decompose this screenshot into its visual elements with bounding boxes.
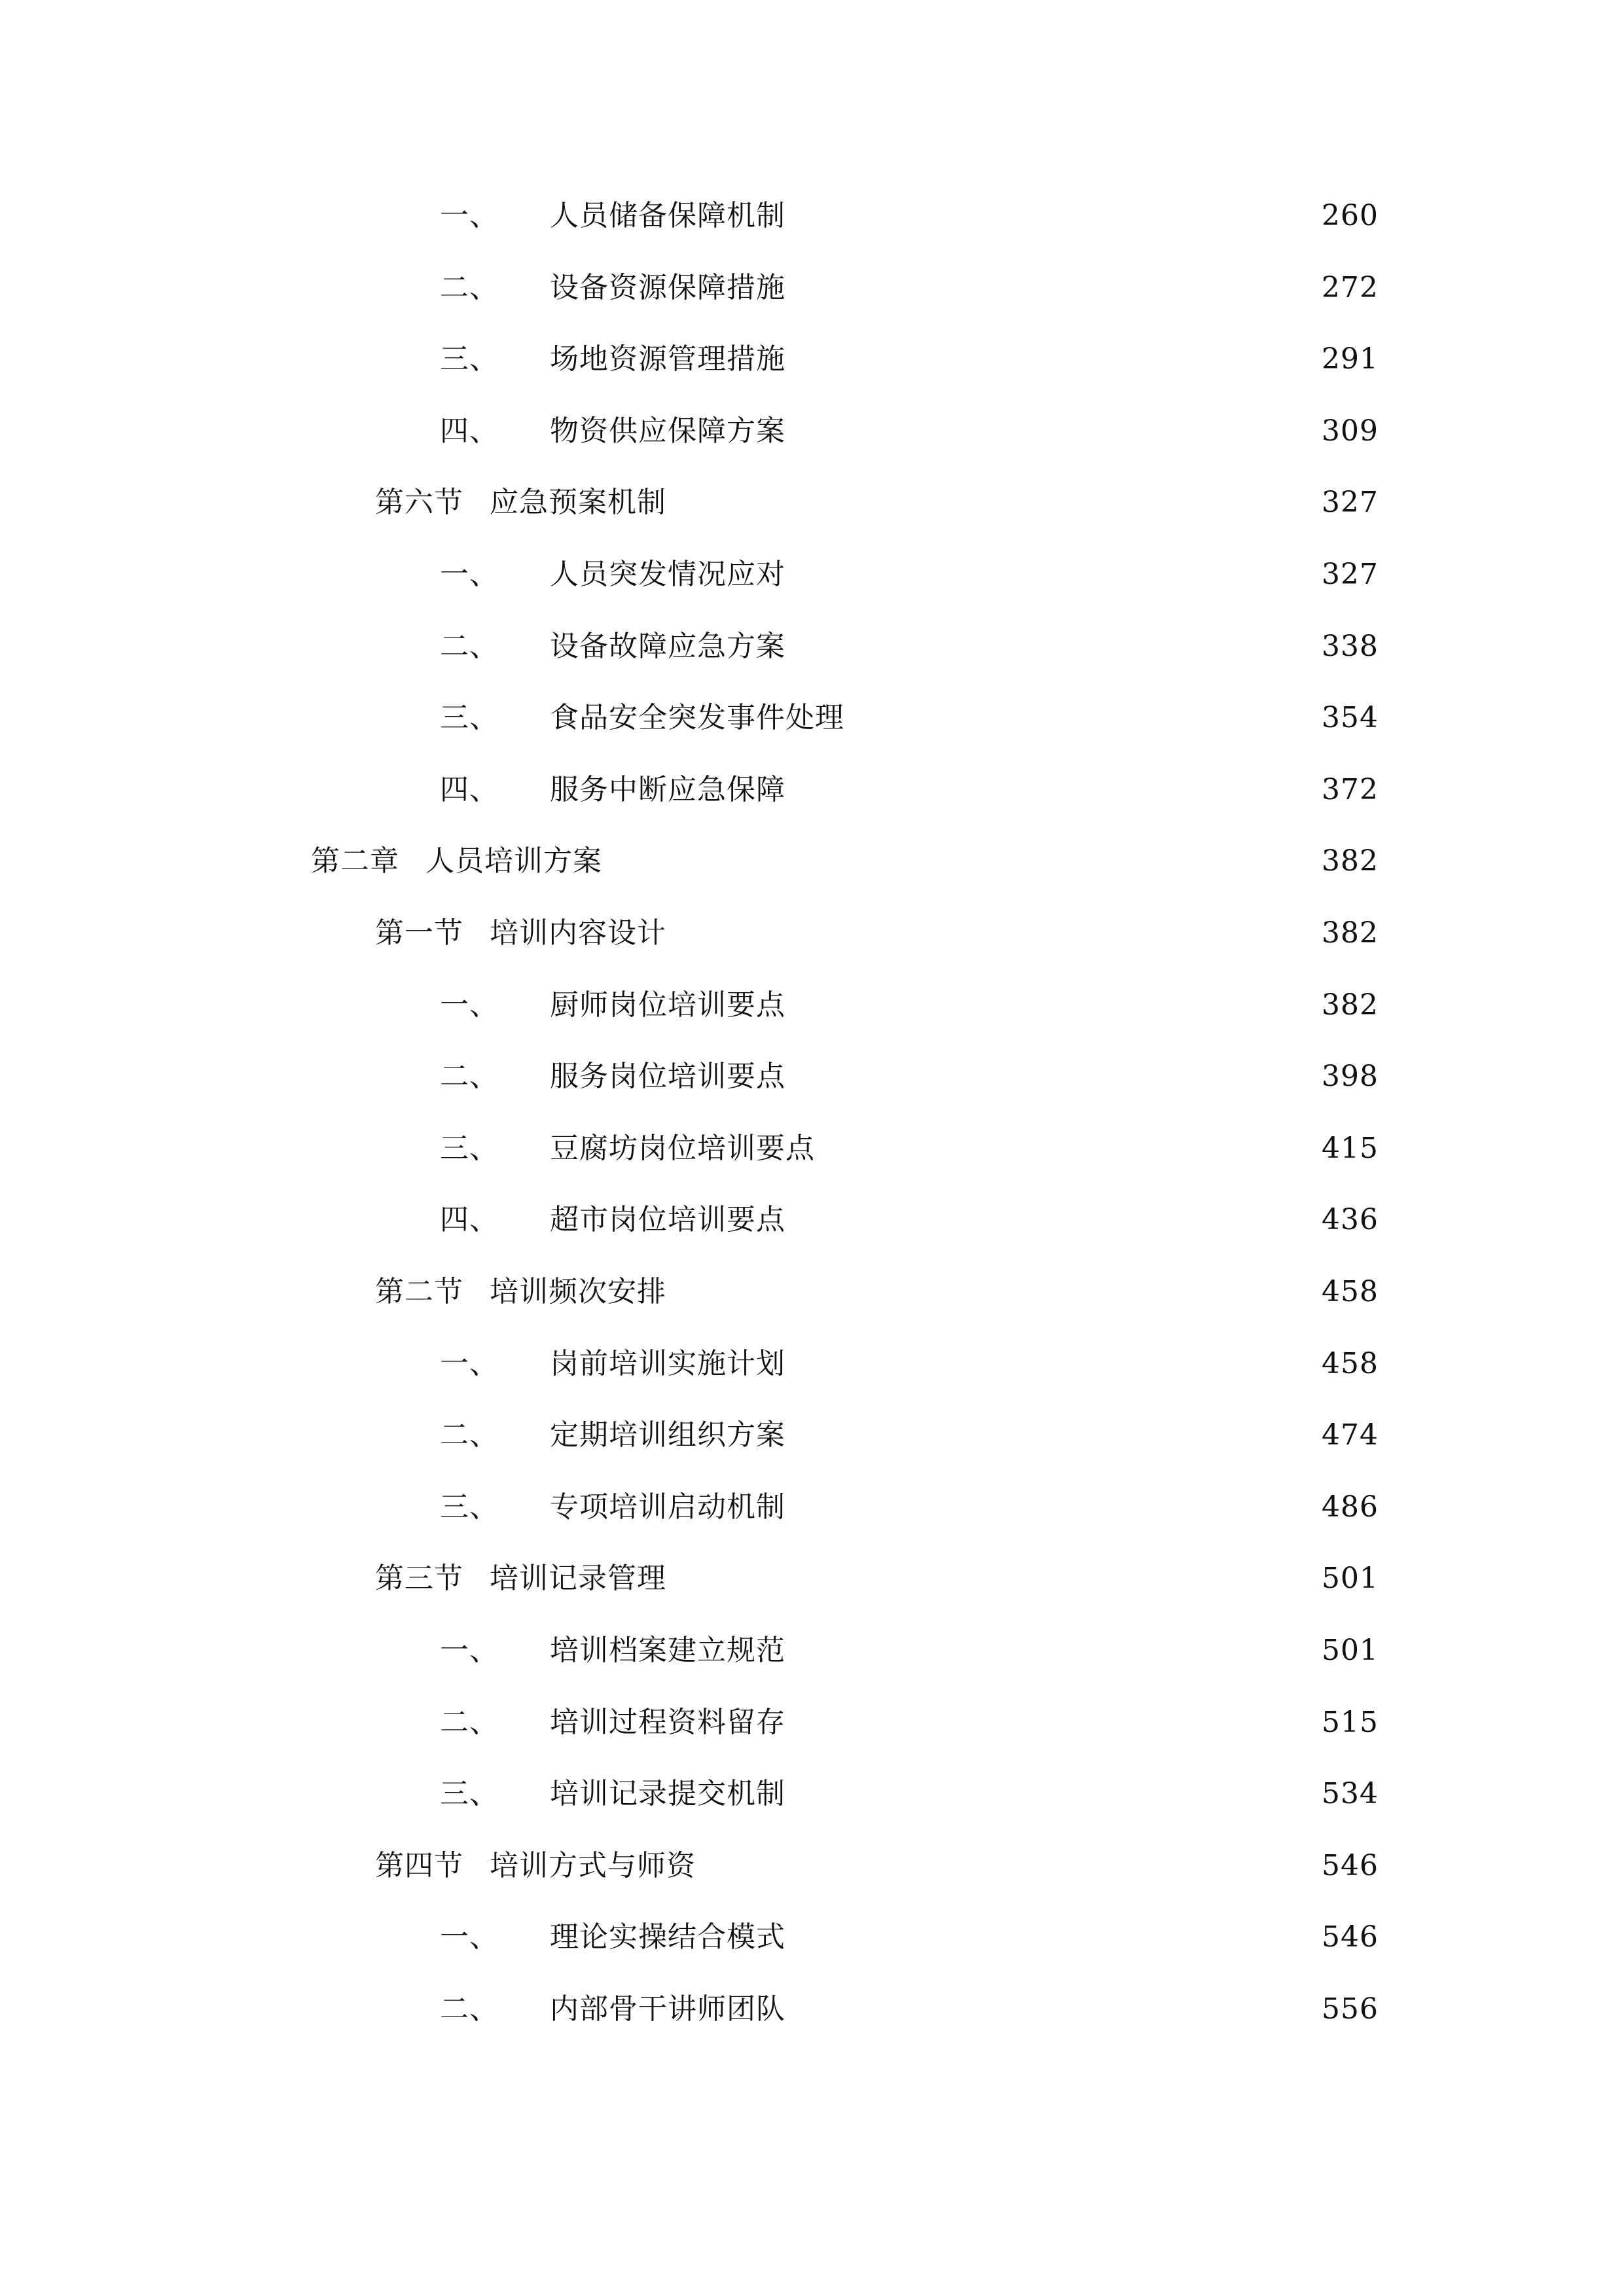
toc-page-number: 458 bbox=[1322, 1275, 1379, 1308]
toc-entry-title: 培训方式与师资 bbox=[490, 1849, 696, 1882]
toc-entry[interactable] bbox=[0, 190, 1624, 242]
toc-entry-text bbox=[440, 1194, 785, 1246]
toc-entry-text bbox=[440, 333, 785, 386]
toc-dot-leader bbox=[801, 1911, 1316, 1964]
toc-entry-number: 二、 bbox=[440, 630, 499, 663]
toc-entry[interactable] bbox=[0, 835, 1624, 888]
toc-entry[interactable] bbox=[0, 1266, 1624, 1318]
toc-entry-text bbox=[440, 1409, 785, 1462]
toc-entry-text bbox=[440, 190, 785, 242]
toc-page-number: 534 bbox=[1322, 1777, 1379, 1810]
toc-page-number: 474 bbox=[1322, 1418, 1379, 1452]
toc-entry-title: 人员培训方案 bbox=[425, 844, 602, 878]
toc-entry[interactable] bbox=[0, 405, 1624, 457]
toc-entry[interactable] bbox=[0, 979, 1624, 1031]
toc-entry-text bbox=[440, 1696, 785, 1749]
toc-dot-leader bbox=[801, 548, 1316, 601]
toc-entry-number: 三、 bbox=[440, 1777, 499, 1810]
toc-entry-text bbox=[440, 1481, 785, 1534]
toc-entry[interactable] bbox=[0, 1840, 1624, 1892]
toc-entry[interactable] bbox=[0, 1481, 1624, 1534]
toc-entry-title: 物资供应保障方案 bbox=[550, 414, 785, 448]
toc-dot-leader bbox=[681, 1552, 1316, 1605]
toc-entry-text bbox=[440, 405, 785, 457]
toc-entry[interactable] bbox=[0, 1624, 1624, 1677]
toc-dot-leader bbox=[801, 1768, 1316, 1820]
toc-page-number: 382 bbox=[1322, 844, 1379, 878]
toc-page-number: 458 bbox=[1322, 1347, 1379, 1380]
toc-entry-title: 设备故障应急方案 bbox=[550, 630, 785, 663]
toc-entry-number: 二、 bbox=[440, 271, 499, 304]
toc-entry-text bbox=[440, 620, 785, 673]
toc-entry-number: 第三节 bbox=[375, 1562, 463, 1595]
toc-dot-leader bbox=[801, 1409, 1316, 1462]
toc-dot-leader bbox=[617, 835, 1316, 888]
toc-dot-leader bbox=[801, 1050, 1316, 1103]
toc-page-number: 260 bbox=[1322, 199, 1379, 232]
toc-dot-leader bbox=[801, 1624, 1316, 1677]
toc-entry-title: 理论实操结合模式 bbox=[550, 1920, 785, 1954]
toc-page-number: 327 bbox=[1322, 558, 1379, 591]
toc-entry-number: 四、 bbox=[440, 1203, 499, 1236]
toc-dot-leader bbox=[801, 190, 1316, 242]
toc-page-number: 291 bbox=[1322, 342, 1379, 376]
toc-dot-leader bbox=[801, 1481, 1316, 1534]
toc-entry[interactable] bbox=[0, 764, 1624, 816]
toc-entry-title: 设备资源保障措施 bbox=[550, 271, 785, 304]
toc-entry-number: 第六节 bbox=[375, 486, 463, 519]
toc-dot-leader bbox=[831, 1122, 1316, 1175]
toc-entry-number: 一、 bbox=[440, 1920, 499, 1954]
toc-entry-text bbox=[440, 548, 785, 601]
toc-page-number: 382 bbox=[1322, 916, 1379, 950]
toc-dot-leader bbox=[861, 692, 1316, 744]
toc-entry[interactable] bbox=[0, 1552, 1624, 1605]
toc-entry-title: 服务岗位培训要点 bbox=[550, 1060, 785, 1093]
toc-dot-leader bbox=[801, 764, 1316, 816]
toc-dot-leader bbox=[712, 1840, 1316, 1892]
toc-entry-title: 培训档案建立规范 bbox=[550, 1634, 785, 1667]
toc-entry-number: 三、 bbox=[440, 701, 499, 734]
toc-entry[interactable] bbox=[0, 1911, 1624, 1964]
toc-entry-text bbox=[440, 764, 785, 816]
table-of-contents bbox=[0, 190, 1624, 2068]
toc-entry-text bbox=[440, 692, 844, 744]
toc-entry-text bbox=[440, 1768, 785, 1820]
toc-entry-title: 超市岗位培训要点 bbox=[550, 1203, 785, 1236]
toc-entry-text bbox=[440, 1122, 815, 1175]
toc-dot-leader bbox=[801, 405, 1316, 457]
toc-dot-leader bbox=[801, 333, 1316, 386]
toc-entry-number: 第二节 bbox=[375, 1275, 463, 1308]
toc-entry-text bbox=[375, 907, 666, 960]
toc-entry-title: 培训频次安排 bbox=[490, 1275, 666, 1308]
toc-entry-title: 培训过程资料留存 bbox=[550, 1706, 785, 1739]
toc-entry-number: 三、 bbox=[440, 342, 499, 376]
toc-entry[interactable] bbox=[0, 692, 1624, 744]
toc-entry-text bbox=[311, 835, 602, 888]
toc-entry[interactable] bbox=[0, 1768, 1624, 1820]
toc-entry-number: 一、 bbox=[440, 199, 499, 232]
toc-entry-title: 人员突发情况应对 bbox=[550, 558, 785, 591]
toc-page-number: 556 bbox=[1322, 1992, 1379, 2026]
toc-dot-leader bbox=[801, 620, 1316, 673]
toc-entry-text bbox=[440, 262, 785, 314]
toc-entry-number: 一、 bbox=[440, 988, 499, 1022]
toc-page-number: 501 bbox=[1322, 1634, 1379, 1667]
toc-entry-number: 四、 bbox=[440, 414, 499, 448]
toc-page-number: 398 bbox=[1322, 1060, 1379, 1093]
toc-entry-text bbox=[440, 1338, 785, 1390]
toc-page-number: 515 bbox=[1322, 1706, 1379, 1739]
toc-entry-number: 一、 bbox=[440, 1634, 499, 1667]
toc-entry-text bbox=[375, 1266, 666, 1318]
toc-page-number: 309 bbox=[1322, 414, 1379, 448]
toc-entry[interactable] bbox=[0, 1983, 1624, 2036]
toc-page-number: 546 bbox=[1322, 1920, 1379, 1954]
toc-entry-number: 二、 bbox=[440, 1992, 499, 2026]
toc-entry-text bbox=[440, 979, 785, 1031]
toc-entry-title: 培训记录提交机制 bbox=[550, 1777, 785, 1810]
toc-dot-leader bbox=[801, 1696, 1316, 1749]
toc-entry-title: 豆腐坊岗位培训要点 bbox=[550, 1132, 815, 1165]
toc-entry-text bbox=[440, 1624, 785, 1677]
toc-entry-title: 服务中断应急保障 bbox=[550, 773, 785, 806]
toc-page-number: 415 bbox=[1322, 1132, 1379, 1165]
toc-dot-leader bbox=[681, 907, 1316, 960]
toc-entry[interactable] bbox=[0, 476, 1624, 529]
toc-page-number: 272 bbox=[1322, 271, 1379, 304]
toc-page-number: 338 bbox=[1322, 630, 1379, 663]
toc-entry[interactable] bbox=[0, 1338, 1624, 1390]
toc-entry-number: 第四节 bbox=[375, 1849, 463, 1882]
toc-page-number: 546 bbox=[1322, 1849, 1379, 1882]
toc-entry[interactable] bbox=[0, 548, 1624, 601]
toc-entry-number: 一、 bbox=[440, 558, 499, 591]
toc-entry-title: 专项培训启动机制 bbox=[550, 1490, 785, 1524]
toc-entry-text bbox=[375, 1552, 666, 1605]
toc-entry-title: 人员储备保障机制 bbox=[550, 199, 785, 232]
toc-entry-text bbox=[375, 1840, 696, 1892]
toc-entry-number: 第一节 bbox=[375, 916, 463, 950]
toc-entry-number: 一、 bbox=[440, 1347, 499, 1380]
toc-dot-leader bbox=[801, 1983, 1316, 2036]
toc-entry[interactable] bbox=[0, 1050, 1624, 1103]
toc-dot-leader bbox=[681, 476, 1316, 529]
toc-entry-number: 二、 bbox=[440, 1418, 499, 1452]
toc-entry[interactable] bbox=[0, 262, 1624, 314]
toc-dot-leader bbox=[801, 262, 1316, 314]
toc-entry-title: 场地资源管理措施 bbox=[550, 342, 785, 376]
toc-entry-number: 三、 bbox=[440, 1132, 499, 1165]
toc-dot-leader bbox=[801, 1194, 1316, 1246]
toc-page-number: 354 bbox=[1322, 701, 1379, 734]
toc-page-number: 486 bbox=[1322, 1490, 1379, 1524]
toc-entry-title: 食品安全突发事件处理 bbox=[550, 701, 844, 734]
toc-page-number: 327 bbox=[1322, 486, 1379, 519]
toc-dot-leader bbox=[801, 979, 1316, 1031]
toc-entry[interactable] bbox=[0, 333, 1624, 386]
toc-entry-title: 定期培训组织方案 bbox=[550, 1418, 785, 1452]
toc-entry[interactable] bbox=[0, 907, 1624, 960]
toc-entry[interactable] bbox=[0, 1409, 1624, 1462]
toc-entry-title: 培训记录管理 bbox=[490, 1562, 666, 1595]
toc-entry-number: 第二章 bbox=[311, 844, 399, 878]
toc-entry-title: 厨师岗位培训要点 bbox=[550, 988, 785, 1022]
toc-entry[interactable] bbox=[0, 1122, 1624, 1175]
toc-entry-number: 二、 bbox=[440, 1060, 499, 1093]
toc-page-number: 501 bbox=[1322, 1562, 1379, 1595]
toc-entry-title: 培训内容设计 bbox=[490, 916, 666, 950]
toc-entry-title: 岗前培训实施计划 bbox=[550, 1347, 785, 1380]
toc-page-number: 382 bbox=[1322, 988, 1379, 1022]
toc-page-number: 372 bbox=[1322, 773, 1379, 806]
toc-entry-text bbox=[440, 1983, 785, 2036]
toc-entry-number: 四、 bbox=[440, 773, 499, 806]
toc-entry-title: 内部骨干讲师团队 bbox=[550, 1992, 785, 2026]
toc-page-number: 436 bbox=[1322, 1203, 1379, 1236]
toc-entry-number: 二、 bbox=[440, 1706, 499, 1739]
toc-dot-leader bbox=[801, 1338, 1316, 1390]
toc-entry-text bbox=[440, 1911, 785, 1964]
toc-entry[interactable] bbox=[0, 1696, 1624, 1749]
toc-entry[interactable] bbox=[0, 620, 1624, 673]
toc-entry-text bbox=[375, 476, 666, 529]
toc-entry[interactable] bbox=[0, 1194, 1624, 1246]
toc-dot-leader bbox=[681, 1266, 1316, 1318]
toc-entry-text bbox=[440, 1050, 785, 1103]
toc-entry-title: 应急预案机制 bbox=[490, 486, 666, 519]
toc-entry-number: 三、 bbox=[440, 1490, 499, 1524]
